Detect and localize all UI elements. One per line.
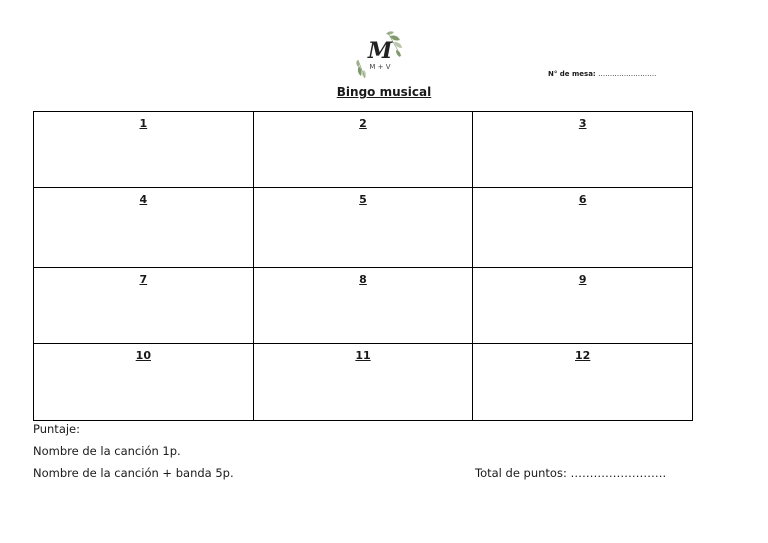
- cell-number: 6: [578, 193, 587, 206]
- cell-number: 1: [139, 117, 148, 130]
- cell-number: 8: [359, 273, 367, 286]
- grid-row: [34, 268, 693, 344]
- logo-subtext: M + V: [369, 63, 391, 71]
- rule-song: Nombre de la canción 1p.: [33, 444, 181, 458]
- cell-number: 12: [575, 349, 591, 362]
- bingo-grid: [33, 111, 693, 421]
- leaf-monogram-icon: [356, 30, 404, 78]
- cell-number: 7: [139, 273, 148, 286]
- logo: [356, 30, 404, 78]
- bingo-cell: [473, 112, 693, 188]
- bingo-cell: [34, 188, 254, 268]
- cell-number: 2: [359, 117, 367, 130]
- cell-number: 11: [355, 349, 371, 362]
- table-number-label: N° de mesa:: [548, 70, 596, 78]
- cell-number: 5: [359, 193, 367, 206]
- bingo-cell: [34, 112, 254, 188]
- grid-row: [34, 112, 693, 188]
- grid-row: [34, 344, 693, 421]
- table-number-field: [548, 70, 656, 78]
- cell-number: 3: [578, 117, 587, 130]
- bingo-cell: [253, 188, 473, 268]
- page-title: Bingo musical: [336, 85, 432, 99]
- bingo-cell: [253, 112, 473, 188]
- bingo-cell: [473, 188, 693, 268]
- cell-number: 10: [135, 349, 151, 362]
- table-number-blank: …………………….: [598, 70, 657, 78]
- bingo-cell: [253, 344, 473, 421]
- scoring-label: Puntaje:: [33, 422, 81, 436]
- bingo-cell: [34, 268, 254, 344]
- total-points-field: Total de puntos: …………………….: [475, 466, 667, 480]
- cell-number: 9: [578, 273, 587, 286]
- cell-number: 4: [139, 193, 148, 206]
- logo-letter: M: [367, 38, 393, 64]
- bingo-cell: [473, 268, 693, 344]
- rule-song-band: Nombre de la canción + banda 5p.: [33, 466, 234, 480]
- grid-row: [34, 188, 693, 268]
- bingo-cell: [473, 344, 693, 421]
- bingo-cell: [253, 268, 473, 344]
- bingo-cell: [34, 344, 254, 421]
